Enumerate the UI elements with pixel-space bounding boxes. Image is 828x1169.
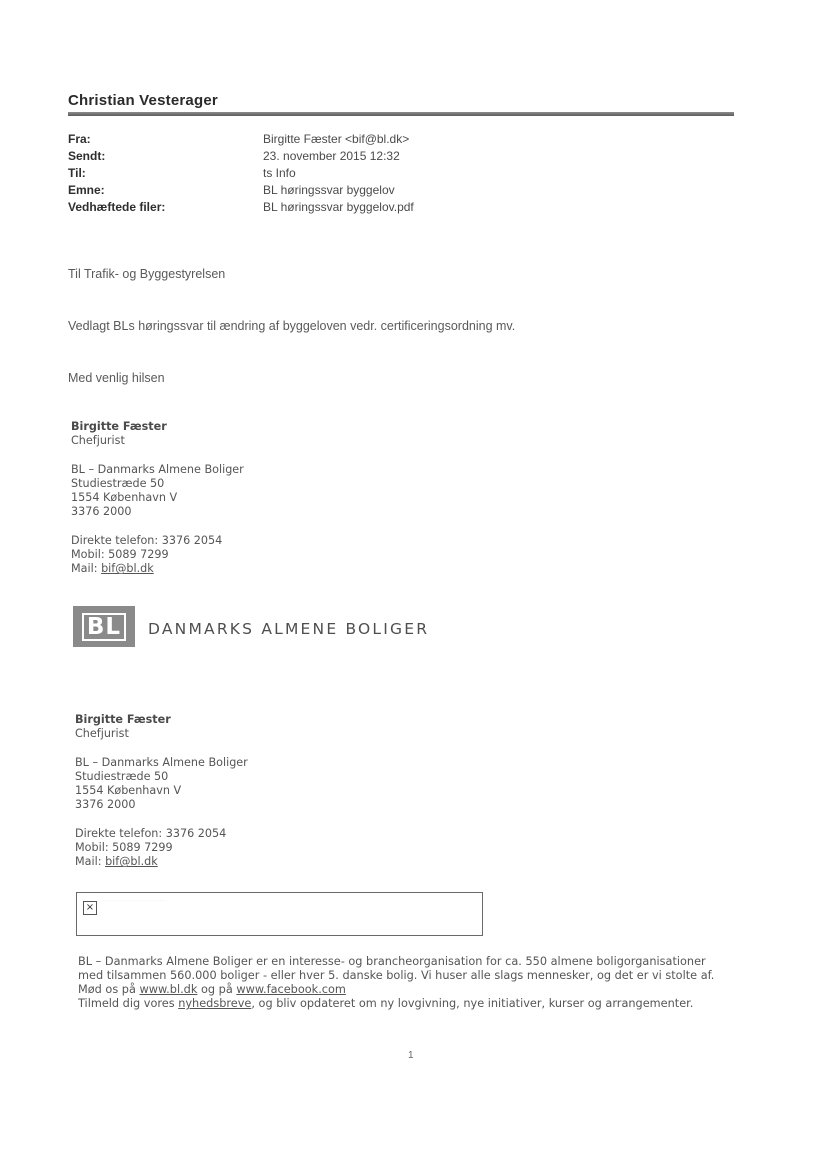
- signature2-direct: Direkte telefon: 3376 2054: [75, 826, 227, 840]
- title-rule: [68, 112, 734, 116]
- signature-name: Birgitte Fæster: [71, 420, 167, 433]
- signature-block-2: [75, 713, 248, 870]
- signature2-mobile: Mobil: 5089 7299: [75, 841, 173, 855]
- subject-value: BL høringssvar byggelov: [263, 183, 395, 197]
- closing: Med venlig hilsen: [68, 371, 165, 385]
- bl-logo-mark: [73, 606, 135, 647]
- footer-line-3-a: Mød os på: [78, 983, 140, 997]
- from-value: Birgitte Fæster <bif@bl.dk>: [263, 132, 410, 146]
- page-number: 1: [408, 1050, 414, 1061]
- message: Vedlagt BLs høringssvar til ændring af byggeloven vedr. certificeringsordning mv.: [68, 319, 516, 333]
- from-label: Fra:: [68, 132, 91, 146]
- broken-image-alt-text: · · · · · · · · · · · · · · · · · · · · · · · · · · · · · · · · · · ·: [103, 898, 167, 902]
- footer-text: [78, 955, 748, 1011]
- subject-label: Emne:: [68, 183, 105, 197]
- signature2-street: Studiestræde 50: [75, 769, 169, 783]
- footer-line-1: BL – Danmarks Almene Boliger er en interesse- og brancheorganisation for ca. 550 almene boligorganisationer: [78, 955, 706, 968]
- greeting: Til Trafik- og Byggestyrelsen: [68, 267, 226, 281]
- signature2-city: 1554 København V: [75, 784, 182, 798]
- sent-label: Sendt:: [68, 149, 106, 163]
- signature2-phone: 3376 2000: [75, 798, 136, 812]
- signature2-role: Chefjurist: [75, 727, 129, 741]
- broken-image-frame: [76, 892, 483, 936]
- page-title: Christian Vesterager: [68, 92, 218, 109]
- signature2-name: Birgitte Fæster: [75, 713, 171, 726]
- footer-line-4-b: , og bliv opdateret om ny lovgivning, nye initiativer, kurser og arrangementer.: [251, 997, 694, 1011]
- to-value: ts Info: [263, 166, 296, 180]
- attachments-value: BL høringssvar byggelov.pdf: [263, 200, 414, 214]
- sent-value: 23. november 2015 12:32: [263, 149, 400, 163]
- signature-phone: 3376 2000: [71, 505, 132, 519]
- signature-mobile: Mobil: 5089 7299: [71, 548, 169, 562]
- footer-line-4-a: Tilmeld dig vores: [78, 997, 179, 1011]
- broken-image-icon: ×: [83, 901, 97, 915]
- to-label: Til:: [68, 166, 86, 180]
- signature2-org: BL – Danmarks Almene Boliger: [75, 755, 248, 769]
- bl-logo-text: DANMARKS ALMENE BOLIGER: [148, 620, 430, 638]
- signature-mail-line: [71, 562, 244, 576]
- signature2-mail-line: [75, 855, 248, 869]
- footer-line-3-b: og på: [197, 983, 237, 997]
- signature-direct: Direkte telefon: 3376 2054: [71, 533, 223, 547]
- mail-prefix: Mail:: [71, 562, 102, 576]
- signature2-mail-link[interactable]: bif@bl.dk: [105, 855, 158, 869]
- attachments-label: Vedhæftede filer:: [68, 200, 166, 214]
- link-newsletter[interactable]: nyhedsbreve: [178, 997, 252, 1011]
- footer-line-2: med tilsammen 560.000 boliger - eller hver 5. danske bolig. Vi huser alle slags mennesker, og det er vi stolte af.: [78, 969, 715, 983]
- signature-mail-link[interactable]: bif@bl.dk: [101, 562, 154, 576]
- mail-prefix-2: Mail:: [75, 855, 106, 869]
- link-facebook[interactable]: www.facebook.com: [236, 983, 346, 997]
- link-bl[interactable]: www.bl.dk: [139, 983, 198, 997]
- signature-block: [71, 420, 244, 577]
- signature-city: 1554 København V: [71, 491, 178, 505]
- signature-role: Chefjurist: [71, 434, 125, 448]
- bl-logo-mark-text: BL: [82, 613, 126, 641]
- signature-street: Studiestræde 50: [71, 476, 165, 490]
- footer-line-4: [78, 997, 748, 1011]
- footer-line-3: [78, 983, 748, 997]
- signature-org: BL – Danmarks Almene Boliger: [71, 462, 244, 476]
